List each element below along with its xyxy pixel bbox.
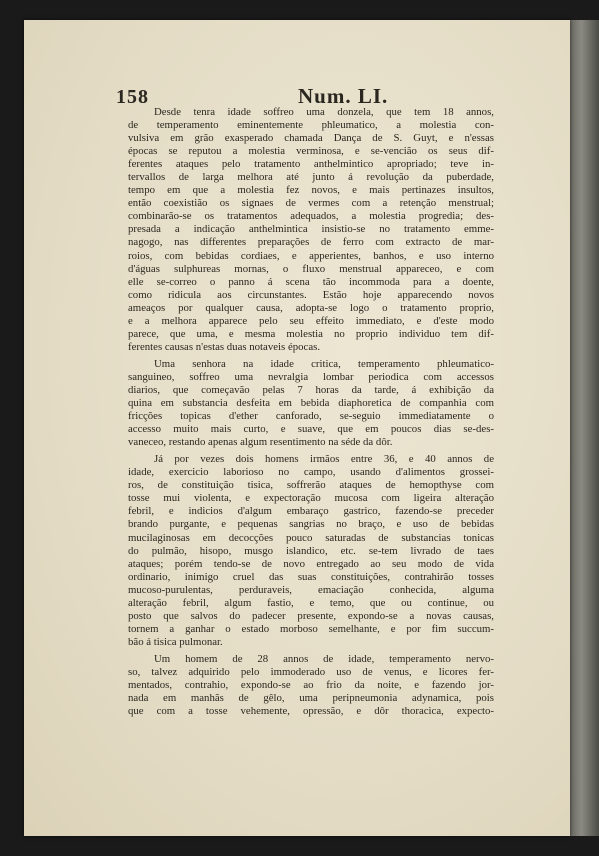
paragraph [128, 106, 494, 354]
text-line: que com a tosse vehemente, opressão, e dôr thoracica, expecto- [128, 705, 494, 718]
text-line: nada em manhãs de gêlo, uma peripneumonia adynamica, pois [128, 692, 494, 705]
text-line: quina em substancia desfeita em bebida diaphoretica de companhia com [128, 397, 494, 410]
paragraph [128, 358, 494, 449]
text-line: combinarão-se os tratamentos adequados, a molestia progredia; des- [128, 210, 494, 223]
text-line: sanguineo, soffreo uma nevralgia lombar periodica com accessos [128, 370, 494, 383]
page-header [116, 66, 496, 106]
text-line: Já por vezes dois homens irmãos entre 36, e 40 annos de [154, 453, 494, 466]
running-title: Num. LI. [298, 84, 389, 108]
adjacent-page-edge [570, 20, 599, 836]
text-line: fricções topicas d'ether canforado, se-seguio immediatamente o [128, 410, 494, 423]
text-line: e a melhora apparece pelo seu effeito immediato, e d'este modo [128, 314, 494, 327]
text-line: ros, de constituição tisica, soffrerão ataques de hemopthyse com [128, 479, 494, 492]
text-line: mucoso-purulentas, perduraveis, emaciação conhecida, alguma [128, 583, 494, 596]
text-line: do pulmão, hisopo, musgo islandico, etc. se-tem livrado de taes [128, 544, 494, 557]
paragraph [128, 453, 494, 649]
text-line: alteração febril, algum fastio, e temo, que ou continue, ou [128, 596, 494, 609]
text-line: nagogo, nas differentes preparações de ferro com extracto de mar- [128, 236, 494, 249]
paragraph [128, 653, 494, 718]
text-line: tempo em que a molestia fez novos, e mais pertinazes insultos, [128, 184, 494, 197]
text-line: de temperamento eminentemente phleumatico, a molestia con- [128, 119, 494, 132]
text-line: idade, exercicio laborioso no campo, usando d'alimentos grossei- [128, 466, 494, 479]
text-line: épocas se reputou a molestia verminosa, e se-vencião os seus dif- [128, 145, 494, 158]
text-line: bão á tisica pulmonar. [128, 635, 223, 648]
text-line: parece, que uma, e mesma molestia no proprio individuo tem dif- [128, 327, 494, 340]
text-line: ameaços por qualquer causa, adopta-se logo o tratamento proprio, [128, 301, 494, 314]
text-line: mucilaginosas em decocções pouco saturadas de substancias tonicas [128, 531, 494, 544]
text-line: presada a indicação anthelmintica insistio-se no tratamento emme- [128, 223, 494, 236]
text-line: ferentes ataques pelo tratamento anthelmintico apropriado; teve in- [128, 158, 494, 171]
text-line: accesso muito mais curto, e suave, que em poucos dias se-des- [128, 423, 494, 436]
text-line: Desde tenra idade soffreo uma donzela, que tem 18 annos, [154, 106, 494, 118]
text-line: então coexistião os signaes de vermes com a retenção menstrual; [128, 197, 494, 210]
text-line: Uma senhora na idade critica, temperamento phleumatico- [154, 357, 494, 370]
text-line: tosse mui violenta, e expectoração mucosa com ligeira alteração [128, 492, 494, 505]
text-line: ferentes causas n'estas duas notaveis épocas. [128, 340, 321, 353]
text-line: vaneceo, restando apenas algum resentimento na séde da dôr. [128, 436, 393, 449]
text-line: como ridicula aos circunstantes. Estão hoje apparecendo novos [128, 288, 494, 301]
text-line: tervallos de larga melhora até junto á revolução da puberdade, [128, 171, 494, 184]
text-line: diarios, que começavão pelas 7 horas da tarde, á exhibição da [128, 383, 494, 396]
text-line: roios, com bebidas cordiaes, e apperientes, banhos, e uso interno [128, 249, 494, 262]
text-line: tornem a ganhar o estado morboso semelhante, e por fim succum- [128, 622, 494, 635]
page-number: 158 [116, 86, 149, 108]
text-line: brando purgante, e pequenas sangrias no braço, e uso de bebidas [128, 518, 494, 531]
text-line: elle se-correo o panno á scena tão incommoda para a doente, [128, 275, 494, 288]
text-line: so, talvez adquirido pelo immoderado uso de venus, e licores fer- [128, 665, 494, 678]
text-line: ataques; porém tendo-se de novo entregado ao seu modo de vida [128, 557, 494, 570]
text-line: posto que salvos do padecer presente, expondo-se a novas causas, [128, 609, 494, 622]
text-line: d'águas sulphureas mornas, o fluxo menstrual appareceo, e com [128, 262, 494, 275]
text-line: febril, e indicios d'algum embaraço gastrico, fazendo-se preceder [128, 505, 494, 518]
text-line: mentados, contrahio, expondo-se ao frio da noite, e fazendo jor- [128, 679, 494, 692]
text-line: ordinario, inimigo cruel das suas constituições, contrahirão tosses [128, 570, 494, 583]
text-line: Um homem de 28 annos de idade, temperamento nervo- [154, 652, 494, 665]
text-line: vulsiva em grão exasperado chamada Dança de S. Guyt, e n'essas [128, 132, 494, 145]
body-text [128, 106, 494, 718]
